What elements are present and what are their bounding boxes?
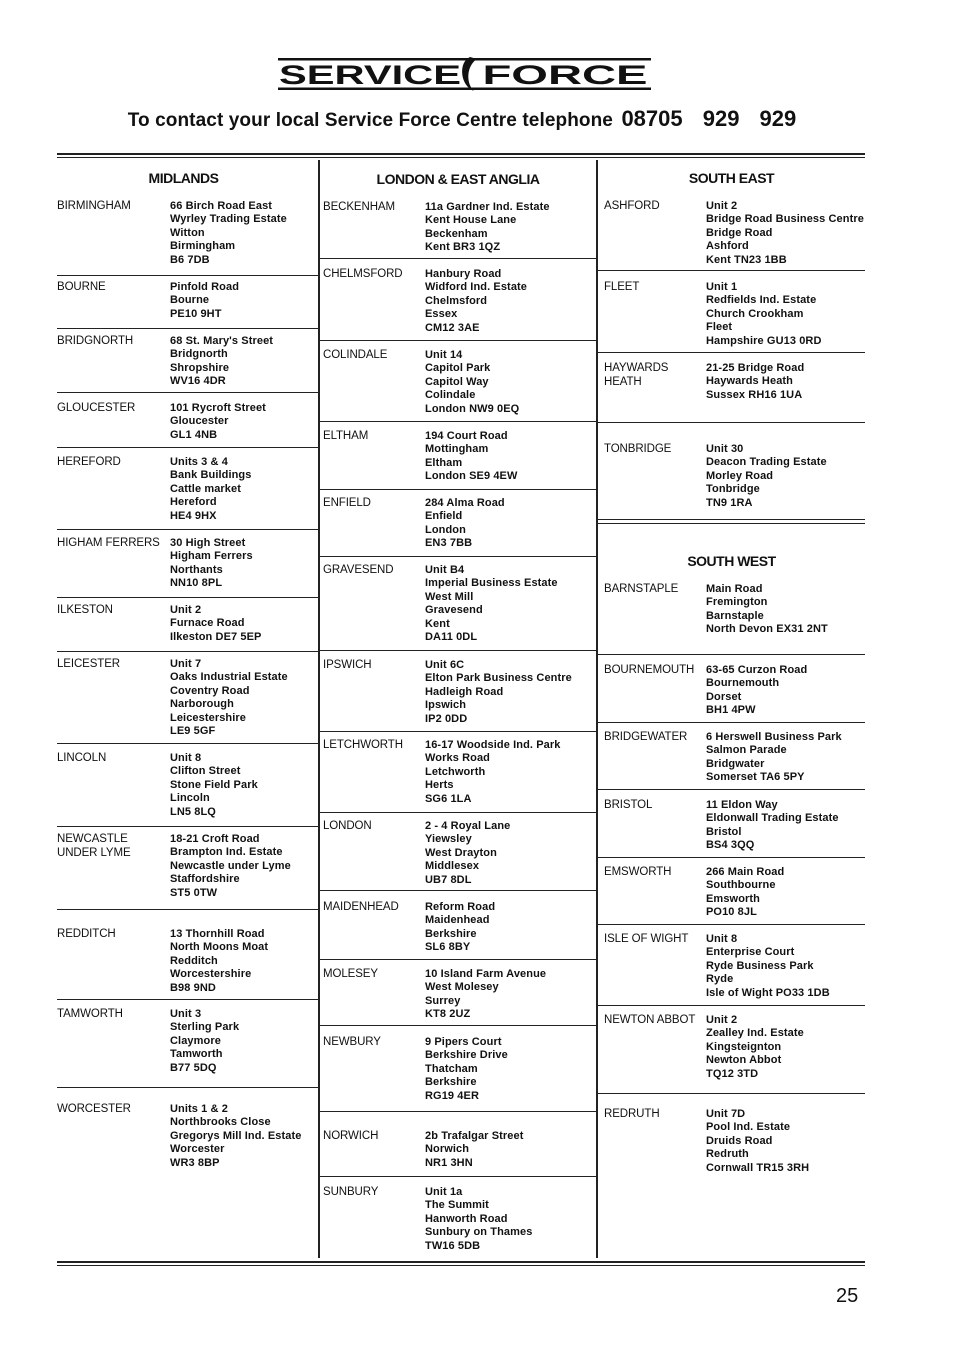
entry-address: Reform Road Maidenhead Berkshire SL6 8BY [425,901,496,954]
entry-address: Unit 7 Oaks Industrial Estate Coventry Road Narborough Leicestershire LE9 5GF [170,658,288,738]
entry-town: LEICESTER [57,658,121,670]
entry-address: 11a Gardner Ind. Estate Kent House Lane Beckenham Kent BR3 1QZ [425,201,550,254]
entry-town: BRISTOL [604,799,653,811]
page-number: 25 [836,1285,859,1307]
logo-swoosh-icon [462,57,477,91]
entry-town: GRAVESEND [323,564,394,576]
entry-separator [57,597,318,598]
entry-address: Unit 2 Zealley Ind. Estate Kingsteignton Newton Abbot TQ12 3TD [706,1014,804,1080]
logo-text-left: SERVICE [279,60,461,90]
entry-address: 10 Island Farm Avenue West Molesey Surrey KT8 2UZ [425,968,547,1021]
entry-separator [320,890,596,891]
entry-town: HEREFORD [57,456,121,468]
entry-address: 2 - 4 Royal Lane Yiewsley West Drayton Middlesex UB7 8DL [425,820,511,886]
entry-town: LONDON [323,820,372,832]
entry-address: 101 Rycroft Street Gloucester GL1 4NB [170,402,266,441]
entry-town: HIGHAM FERRERS [57,537,160,549]
logo-text-right: FORCE [482,60,648,90]
entry-separator [57,999,318,1000]
contact-text: To contact your local Service Force Centre telephone [127,110,613,131]
entry-town: BIRMINGHAM [57,200,131,212]
region-title-south-east: SOUTH EAST [688,170,775,186]
entry-address: 63-65 Curzon Road Bournemouth Dorset BH1 4PW [706,664,808,717]
entry-separator [598,924,865,925]
entry-separator [57,275,318,276]
entry-separator [320,556,596,557]
entry-town: MOLESEY [323,968,378,980]
entry-separator [598,352,865,353]
entry-town: BRIDGNORTH [57,335,134,347]
entry-address: Unit 2 Furnace Road Ilkeston DE7 5EP [170,604,262,643]
entry-town: BARNSTAPLE [604,583,679,595]
entry-address: Hanbury Road Widford Ind. Estate Chelmsford Essex CM12 3AE [425,268,528,334]
entry-address: Unit 8 Clifton Street Stone Field Park Lincoln LN5 8LQ [170,752,258,818]
entry-separator [598,722,865,723]
entry-address: 18-21 Croft Road Brampton Ind. Estate Newcastle under Lyme Staffordshire ST5 0TW [170,833,291,899]
entry-address: 13 Thornhill Road North Moons Moat Redditch Worcestershire B98 9ND [170,928,269,994]
region-title-midlands: MIDLANDS [148,170,219,186]
entry-separator [57,447,318,448]
entry-town: ISLE OF WIGHT [604,933,689,945]
entry-separator [320,258,596,259]
entry-separator [57,743,318,744]
entry-address: 68 St. Mary's Street Bridgnorth Shropshire WV16 4DR [170,335,274,388]
entry-town: FLEET [604,281,640,293]
entry-address: Unit 3 Sterling Park Claymore Tamworth B77 5DQ [170,1008,240,1074]
entry-town: NEWCASTLE UNDER LYME [57,833,131,859]
entry-address: 2b Trafalgar Street Norwich NR1 3HN [425,1130,524,1169]
service-force-logo [278,56,651,92]
entry-separator [57,1087,318,1088]
entry-separator [320,421,596,422]
entry-address: 266 Main Road Southbourne Emsworth PO10 8JL [706,866,785,919]
entry-address: 30 High Street Higham Ferrers Northants NN10 8PL [170,537,253,590]
entry-address: Main Road Fremington Barnstaple North Devon EX31 2NT [706,583,828,636]
entry-separator [320,812,596,813]
entry-town: BRIDGEWATER [604,731,688,743]
contact-line [0,106,924,132]
entry-town: NORWICH [323,1130,379,1142]
entry-separator [598,422,865,423]
entry-separator [598,1005,865,1006]
entry-town: EMSWORTH [604,866,672,878]
entry-separator [57,529,318,530]
entry-town: LETCHWORTH [323,739,403,751]
entry-address: Unit 8 Enterprise Court Ryde Business Park Ryde Isle of Wight PO33 1DB [706,933,830,999]
entry-separator [320,340,596,341]
entry-address: Unit 2 Bridge Road Business Centre Bridge Road Ashford Kent TN23 1BB [706,200,864,266]
entry-separator [320,489,596,490]
region-title-london: LONDON & EAST ANGLIA [376,171,540,187]
entry-town: NEWTON ABBOT [604,1014,696,1026]
entry-separator [57,909,318,910]
entry-town: TONBRIDGE [604,443,672,455]
entry-address: 284 Alma Road Enfield London EN3 7BB [425,497,505,550]
entry-separator [320,959,596,960]
entry-address: Unit B4 Imperial Business Estate West Mill Gravesend Kent DA11 0DL [425,564,558,644]
entry-separator [57,392,318,393]
entry-town: SUNBURY [323,1186,379,1198]
entry-separator [57,328,318,329]
entry-address: 21-25 Bridge Road Haywards Heath Sussex RH16 1UA [706,362,805,401]
entry-town: BOURNE [57,281,106,293]
entry-separator [57,826,318,827]
region-divider [598,523,865,524]
entry-address: 9 Pipers Court Berkshire Drive Thatcham Berkshire RG19 4ER [425,1036,508,1102]
region-divider [598,519,865,520]
entry-address: Unit 6C Elton Park Business Centre Hadleigh Road Ipswich IP2 0DD [425,659,572,725]
entry-town: REDDITCH [57,928,116,940]
entry-separator [320,731,596,732]
entry-separator [598,789,865,790]
entry-separator [598,857,865,858]
entry-address: 194 Court Road Mottingham Eltham London SE9 4EW [425,430,518,483]
entry-town: ASHFORD [604,200,660,212]
entry-separator [320,1176,596,1177]
bottom-double-rule [57,1261,865,1266]
contact-phone: 08705 929 929 [621,106,797,131]
entry-town: NEWBURY [323,1036,381,1048]
entry-address: 16-17 Woodside Ind. Park Works Road Letchworth Herts SG6 1LA [425,739,561,805]
entry-address: 11 Eldon Way Eldonwall Trading Estate Bristol BS4 3QQ [706,799,839,852]
entry-town: BECKENHAM [323,201,395,213]
entry-address: Pinfold Road Bourne PE10 9HT [170,281,240,320]
entry-separator [598,654,865,655]
entry-address: Unit 30 Deacon Trading Estate Morley Road Tonbridge TN9 1RA [706,443,827,509]
entry-town: HAYWARDS HEATH [604,362,669,388]
entry-town: REDRUTH [604,1108,660,1120]
entry-separator [320,650,596,651]
entry-town: ENFIELD [323,497,371,509]
entry-address: Unit 14 Capitol Park Capitol Way Colindale London NW9 0EQ [425,349,520,415]
entry-town: CHELMSFORD [323,268,403,280]
entry-town: LINCOLN [57,752,107,764]
top-double-rule [57,153,865,158]
entry-separator [57,651,318,652]
entry-town: MAIDENHEAD [323,901,399,913]
entry-address: 66 Birch Road East Wyrley Trading Estate Witton Birmingham B6 7DB [170,200,287,266]
entry-address: Unit 1a The Summit Hanworth Road Sunbury on Thames TW16 5DB [425,1186,533,1252]
entry-town: BOURNEMOUTH [604,664,695,676]
entry-town: COLINDALE [323,349,388,361]
entry-address: Unit 7D Pool Ind. Estate Druids Road Redruth Cornwall TR15 3RH [706,1108,810,1174]
entry-town: IPSWICH [323,659,372,671]
entry-address: Units 1 & 2 Northbrooks Close Gregorys Mill Ind. Estate Worcester WR3 8BP [170,1103,302,1169]
column-divider [318,160,320,1258]
region-title-south-west: SOUTH WEST [687,553,776,569]
entry-separator [320,1111,596,1112]
entry-separator [598,1093,865,1094]
entry-town: GLOUCESTER [57,402,136,414]
entry-address: 6 Herswell Business Park Salmon Parade Bridgwater Somerset TA6 5PY [706,731,842,784]
entry-separator [320,1025,596,1026]
entry-town: WORCESTER [57,1103,131,1115]
entry-separator [598,270,865,271]
entry-address: Unit 1 Redfields Ind. Estate Church Crookham Fleet Hampshire GU13 0RD [706,281,822,347]
entry-town: TAMWORTH [57,1008,123,1020]
entry-address: Units 3 & 4 Bank Buildings Cattle market Hereford HE4 9HX [170,456,252,522]
entry-town: ELTHAM [323,430,369,442]
entry-town: ILKESTON [57,604,113,616]
